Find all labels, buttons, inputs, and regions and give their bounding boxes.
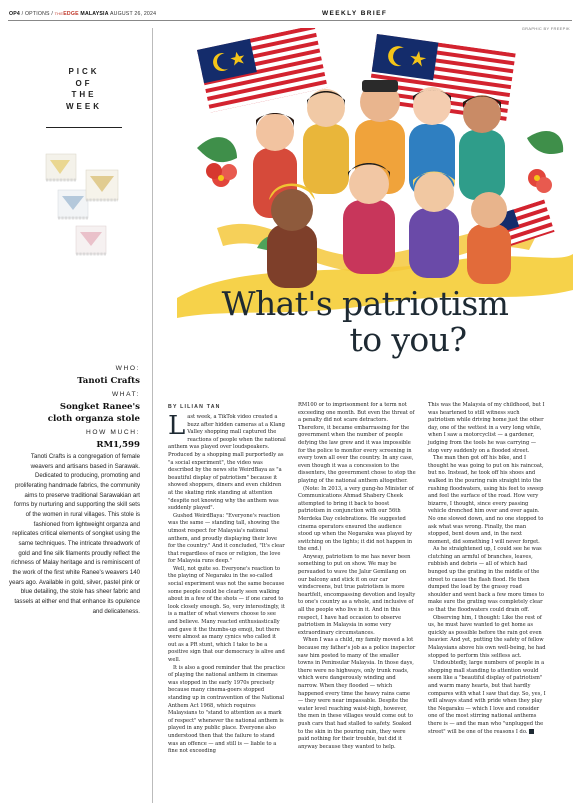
issue-date: AUGUST 26, 2024 [110,11,157,17]
stole-gold [86,170,118,200]
child-9 [467,192,511,284]
article-paragraph: As he straightened up, I could see he was clutching an armful of branches, leaves, rubbish and debris — all of which had bunged up the grating in the middle of the street to cause the flash flood. He then dumped the load by the grassy road shoulder and went back a few more times to make sure the grating was completely clear so that the floodwaters could drain off. [428,546,545,614]
pick-line-2: OF [75,78,93,88]
who-value: Tanoti Crafts [77,376,140,386]
drop-cap: L [168,411,186,441]
feature-title: WEEKLY BRIEF [322,10,388,17]
article-paragraph: Observing him, I thought: Like the rest of us, he must have wanted to get home as quickly as possible before the rain got even heavier. And yet, putting the safety of fellow Malaysians above his own well-being, he had stopped to perform this selfless act. [428,614,546,659]
what-label: WHAT: [111,391,140,398]
article-paragraph: RM100 or to imprisonment for a term not exceeding one month. But even the threat of a penalty did not scare detractors. Therefore, it became embarrassing for the government when the number of people defying the law grew and it was impossible for the police to monitor every screening in every town all over the country. In any case, even though it was a concession to the dissenters, the government chose to stop the playing of the national anthem altogether. [298,402,416,484]
how-much-label: HOW MUCH: [86,429,140,436]
pick-rule [46,127,122,128]
pick-line-1: PICK [68,67,100,76]
graphic-credit: GRAPHIC BY FREEPIK [521,26,570,31]
child-7 [343,163,395,274]
article-paragraph: The man then got off his bike, and I thought he was going to put on his raincoat, but no. Instead, he took off his shoes and walked in the pouring rain straight into the rushing floodwaters, using his feet to sweep and feel the surface of the road. How very bizarre, I thought, since every passing vehicle drenched him over and over again. No one slowed down, and no one stopped to ask what was wrong. Finally, the man stopped, bent down and, in the next moment, did something I will never forget. [428,455,544,545]
leaf [197,137,237,162]
pick-line-3: THE [71,90,97,99]
who-label: WHO: [115,365,140,372]
brand-country: MALAYSIA [80,11,109,17]
brand-edge: EDGE [63,11,79,17]
article-paragraph: It is also a good reminder that the practice of playing the national anthem in cinemas was stopped in the early 1970s precisely because many cinema-goers stopped standing up in contravention of the National Anthem Act 1968, which requires Malaysians to "stand to attention as a mark of respect" whenever the national anthem is played in any public place. Everyone also understood then that the failure to stand was an offence — and still is — liable to a fine not exceeding [168,664,286,755]
child-8 [409,172,459,279]
article-paragraph: This was the Malaysia of my childhood, but I was heartened to still witness such patriotism while driving home just the other day, one of the wettest in a very long while, when I saw a motorcyclist — a gardener, judging from the tools he was carrying — stop very suddenly on a flooded street. [428,402,545,454]
what-value-line-2: cloth organza stole [47,414,140,424]
article-paragraph: Anyway, patriotism to me has never been something to put on show. We may be persuaded to wave the Jalur Gemilang on our balcony and stick it on our car windscreens, but true patriotism is more heartfelt, encompassing devotion and loyalty to one's country as a whole, and inclusive of all the people who live in it. And in this respect, I have had occasion to observe patriotism in Malaysia in some very extraordinary circumstances. [298,553,416,636]
section-name: OPTIONS [24,11,50,17]
page-number: OP4 [9,11,20,17]
child-6 [267,184,317,289]
product-description: Tanoti Crafts is a congregation of female weavers and artisans based in Sarawak. Dedicated to producing, promoting and proliferating handmade fabrics, the community aims to preserve traditional Sarawakian art forms by nurturing and supporting the skill sets of the women in rural villages. This stole is fashioned from lightweight organza and replicates critical elements of songket using the same techniques. The intricate threadwork of gold and fine silk filaments proudly reflect the richness of Malay heritage and is reminiscent of the work of the first white Ranee's weavers 140 years ago. Available in gold, silver, pastel pink or blue detailing, the stole has sheer fabric and tassels at either end that enhance its opulence and delicateness. [9,453,140,615]
stole-blue [58,190,88,218]
byline: BY LILIAN TAN [168,404,221,410]
article-paragraph: Well, not quite so. Everyone's reaction to the playing of Negaraku in the so-called social experiment was not the same because some people could be clearly seen walking about in a few of the shots — if one cared to look closely enough. So, very interestingly, it is a matter of what viewers choose to see and believe. Many reacted enthusiastically and gave it the thumbs-up emoji, but there were almost as many cynics who called it out as a PR stunt, which I take to be a positive sign that our democracy is alive and well. [168,565,285,663]
header-rule [8,20,572,21]
illustration-malaysian-children-flags [157,28,573,328]
article-headline [157,286,573,358]
stole-cream [46,154,76,180]
how-much-value: RM1,599 [96,440,140,450]
pick-line-4: WEEK [66,101,102,111]
hibiscus-left [206,163,237,187]
hibiscus-right [528,169,552,193]
article-paragraph: (Note: In 2013, a very gung-ho Minister of Communications Ahmad Shabery Cheek attempted to bring it back to boost patriotism in conjunction with our 56th Merdeka Day celebrations. He suggested cinema operators ensured the audience stood up when the Negaraku was played by switching on the lights; it did not happen in the end.) [298,485,414,553]
page-header-info: OP4 / OPTIONS / THEEDGE MALAYSIA AUGUST 26, 2024 [9,11,157,17]
end-mark-icon [529,729,534,734]
article-paragraph: Gushed WeirdBaya: "Everyone's reaction was the same — standing tall, showing the utmost respect for Malaysia's national anthem, and proudly displaying their love for the country." And it concluded, "It's clear that regardless of race or religion, the love for Malaysia runs deep." [168,512,285,565]
stole-pink [76,226,106,254]
column-divider [152,28,153,803]
article-paragraph: When I was a child, my family moved a lot because my father's job as a police inspector saw him posted to many of the smaller towns in Peninsular Malaysia. In those days, there were no highways, only trunk roads, which were dangerously winding and narrow. When they flooded — which happened every time the heavy rains came — they were near impassable. Despite the water level reaching waist-high, however, the men in these villages would come out to push cars that had stalled to safety. Soaked to the skin in the pouring rain, they were paid nothing for their trouble, but did it anyway because they wanted to help. [298,637,416,750]
article-column-1 [168,411,286,756]
article-column-3 [428,402,546,736]
article-paragraph: Last week, a TikTok video created a buzz after hidden cameras at a Klang Valley shopping mall captured the reactions of people when the national anthem was played over loudspeakers. Produced by a shopping mall purportedly as "a social experiment", the video was described by the news site WeirdBaya as "a beautiful display of patriotism" because it showed shoppers, diners and even children at the skating rink standing at attention "despite not knowing why the anthem was suddenly played". [168,411,286,512]
headline-line-2: to you? [349,320,467,359]
brand-the: THE [54,11,64,16]
child-5 [459,95,505,200]
article-paragraph: Undoubtedly, large numbers of people in a shopping mall standing to attention would seem like a "beautiful display of patriotism" and warm many hearts, but that hardly compares with what I saw that day. So, yes, I will always stand with pride when they play the Negaraku — which I love and consider one of the most stirring national anthems there is — and the man who "unplugged the street" will be one of the reasons I do. [428,660,546,735]
headline-line-1: What's patriotism [221,284,509,323]
what-value-line-1: Songket Ranee's [59,402,140,412]
pick-heading [46,66,122,112]
child-2 [303,89,349,194]
product-image-stoles [28,140,142,263]
article-column-2 [298,402,416,751]
